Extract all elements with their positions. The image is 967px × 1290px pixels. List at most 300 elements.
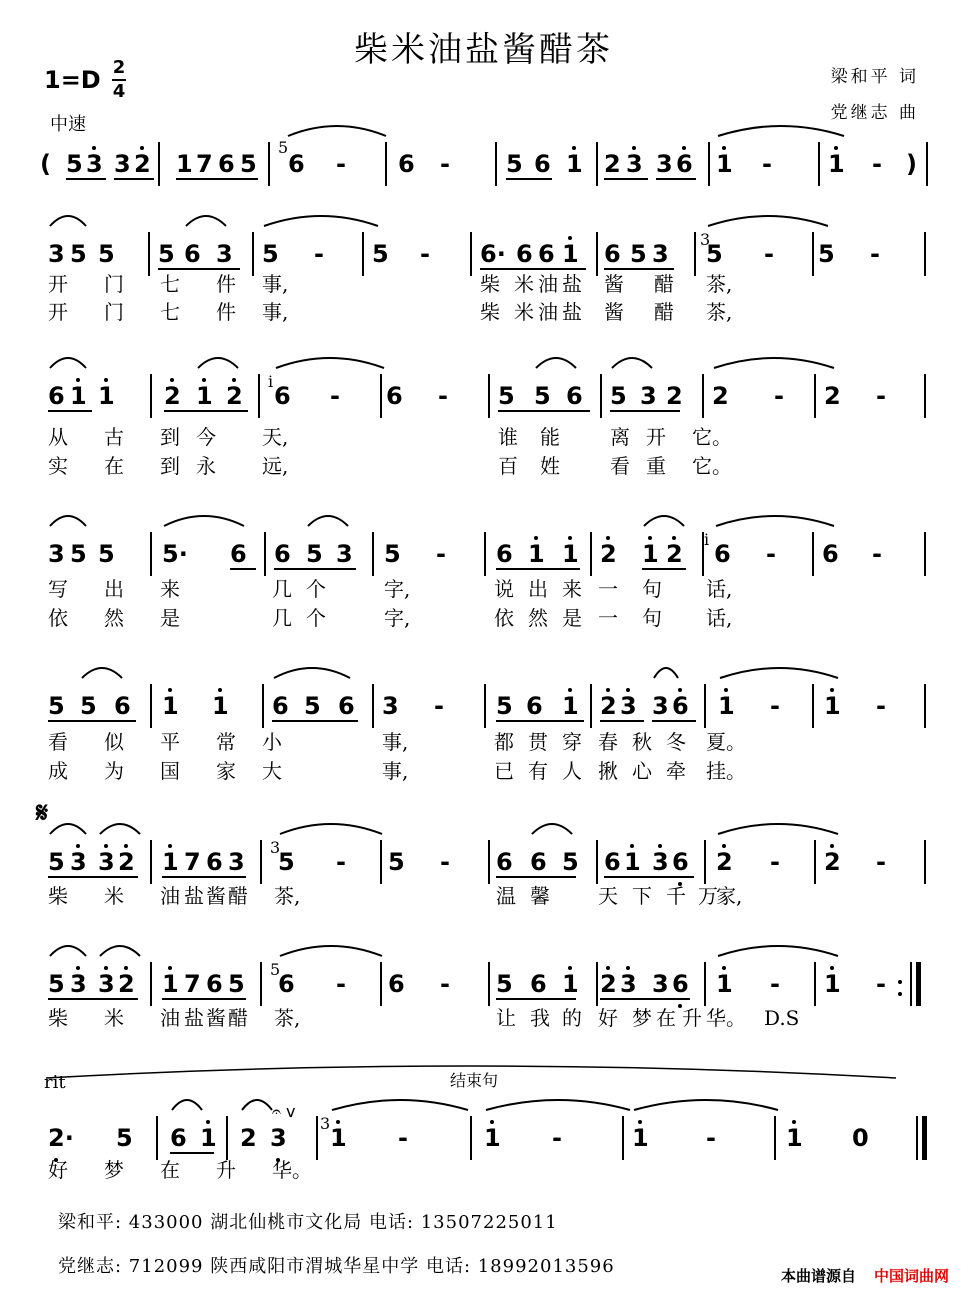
bar-line	[818, 142, 820, 186]
note: 6	[530, 848, 547, 876]
bar-line	[774, 1116, 776, 1160]
line7-lyrics-a	[0, 1156, 967, 1186]
bar-line	[484, 684, 486, 728]
lyric-syllable: 茶,	[706, 300, 733, 324]
note: 2	[600, 970, 617, 998]
slur	[48, 206, 88, 230]
note: -	[398, 1124, 408, 1152]
bar-line	[596, 962, 598, 1006]
note: -	[440, 970, 450, 998]
high-dot	[834, 146, 838, 150]
note: 6	[48, 382, 65, 410]
note: 5	[496, 692, 513, 720]
slur	[162, 506, 246, 530]
slur	[642, 506, 686, 530]
underline	[48, 720, 136, 722]
grace-note: 3	[700, 230, 711, 249]
bar-line	[622, 1116, 624, 1160]
slur	[262, 206, 380, 230]
high-dot	[724, 688, 728, 692]
lyric-syllable: 个	[306, 577, 326, 601]
high-dot	[92, 146, 96, 150]
source-label: 本曲谱源自	[780, 1267, 856, 1285]
note: (	[40, 150, 51, 178]
note: 3	[216, 240, 233, 268]
slur	[632, 1090, 780, 1114]
underline	[610, 410, 680, 412]
composer-credit: 党继志 曲	[830, 103, 919, 123]
note: 5	[66, 150, 83, 178]
note: 2	[600, 540, 617, 568]
note: 1	[828, 150, 845, 178]
rit-marking: rit	[44, 1072, 66, 1093]
bar-line	[814, 962, 816, 1006]
note: 1	[70, 382, 87, 410]
high-dot	[218, 688, 222, 692]
lyric-syllable: 天	[598, 884, 618, 908]
high-dot	[830, 844, 834, 848]
lyric-syllable: 贯	[528, 730, 548, 754]
lyric-syllable: 油	[160, 884, 180, 908]
underline	[48, 998, 138, 1000]
high-dot	[722, 844, 726, 848]
note: 3	[652, 970, 669, 998]
note: -	[872, 540, 882, 568]
note: 1	[632, 1124, 649, 1152]
bar-line	[916, 962, 921, 1006]
bar-line	[470, 1116, 472, 1160]
note: 1	[200, 1124, 217, 1152]
lyric-syllable: 家	[216, 759, 236, 783]
note: 1	[562, 692, 579, 720]
high-dot	[626, 966, 630, 970]
note: 5	[116, 1124, 133, 1152]
source-site: 中国词曲网	[873, 1267, 949, 1285]
song-title: 柴米油盐酱醋茶	[354, 30, 613, 70]
underline	[176, 178, 258, 180]
slur	[240, 1090, 274, 1114]
line3-lyrics-a	[0, 575, 967, 605]
bar-line	[260, 962, 262, 1006]
note: 2	[666, 382, 683, 410]
note: 3	[620, 970, 637, 998]
lyric-syllable: 柴	[48, 884, 68, 908]
bar-line	[704, 840, 706, 884]
note: 5	[262, 240, 279, 268]
note: 3	[626, 150, 643, 178]
note: -	[766, 540, 776, 568]
note: 6	[672, 692, 689, 720]
meter-top: 2	[112, 57, 126, 78]
note: 3	[652, 848, 669, 876]
note: 6	[338, 692, 355, 720]
note: -	[876, 692, 886, 720]
lyric-syllable: 实	[48, 454, 68, 478]
note: 5·	[162, 540, 188, 568]
high-dot	[830, 966, 834, 970]
note: 5	[228, 970, 245, 998]
lyric-syllable: 能	[540, 425, 560, 449]
time-signature	[112, 58, 126, 102]
slur	[98, 936, 142, 960]
bar-line	[380, 962, 382, 1006]
note: 6	[278, 970, 295, 998]
note: 1	[716, 970, 733, 998]
lyric-syllable: D.S	[764, 1006, 800, 1030]
note: 6	[206, 848, 223, 876]
note: 5	[70, 240, 87, 268]
lyric-syllable: 盐	[562, 300, 582, 324]
lyric-syllable: 开	[48, 300, 68, 324]
note: 6	[230, 540, 247, 568]
high-dot	[830, 688, 834, 692]
slur	[48, 506, 88, 530]
bar-line	[385, 142, 387, 186]
lyric-syllable: 茶,	[274, 884, 301, 908]
lyric-syllable: 在	[160, 1158, 180, 1182]
bar-line	[924, 840, 926, 884]
note: -	[420, 240, 430, 268]
lyric-syllable: 件	[216, 272, 236, 296]
note: 6	[534, 150, 551, 178]
high-dot	[626, 688, 630, 692]
note: )	[906, 150, 917, 178]
note: 1	[212, 692, 229, 720]
note: 5	[388, 848, 405, 876]
high-dot	[124, 844, 128, 848]
slur	[712, 348, 836, 372]
lyric-syllable: 远,	[262, 454, 289, 478]
note: 6	[114, 692, 131, 720]
lyric-syllable: 盐	[184, 884, 204, 908]
note: 3	[336, 540, 353, 568]
line4-lyrics-a	[0, 728, 967, 758]
bar-line	[260, 840, 262, 884]
note: 3	[382, 692, 399, 720]
lyric-syllable: 几	[272, 577, 292, 601]
lyric-syllable: 醋	[228, 1006, 248, 1030]
underline	[496, 998, 576, 1000]
note: 1	[98, 382, 115, 410]
note: 3	[114, 150, 131, 178]
lyric-syllable: 成	[48, 759, 68, 783]
lyric-syllable: 离	[610, 425, 630, 449]
high-dot	[648, 536, 652, 540]
underline	[66, 178, 106, 180]
note: -	[770, 692, 780, 720]
grace-note: i	[268, 372, 274, 391]
underline	[656, 178, 696, 180]
lyric-syllable: 百	[498, 454, 518, 478]
slur	[330, 1090, 470, 1114]
high-dot	[678, 688, 682, 692]
bar-line	[600, 374, 602, 418]
slur	[534, 348, 578, 372]
lyric-syllable: 来	[160, 577, 180, 601]
note: 6	[566, 382, 583, 410]
note: 5	[278, 848, 295, 876]
lyric-syllable: 字,	[384, 577, 411, 601]
note: 1	[528, 540, 545, 568]
slur	[274, 348, 386, 372]
ending-label: 结束句	[450, 1071, 499, 1090]
note: 1	[162, 970, 179, 998]
note: -	[336, 848, 346, 876]
note: 1	[330, 1124, 347, 1152]
bar-line	[708, 142, 710, 186]
note: 2	[164, 382, 181, 410]
note: 3	[98, 970, 115, 998]
lyric-syllable: 几	[272, 606, 292, 630]
lyric-syllable: 梦	[632, 1006, 652, 1030]
note: 2	[118, 970, 135, 998]
high-dot	[168, 844, 172, 848]
note: -	[438, 382, 448, 410]
lyric-syllable: 人	[562, 759, 582, 783]
underline	[600, 998, 690, 1000]
note: 6	[274, 540, 291, 568]
slur	[272, 658, 352, 682]
note: 5	[506, 150, 523, 178]
lyric-syllable: 升	[682, 1006, 702, 1030]
note: 6	[604, 240, 621, 268]
lyric-syllable: 国	[160, 759, 180, 783]
slur	[306, 506, 350, 530]
note: 1	[196, 382, 213, 410]
lyric-syllable: 好	[598, 1006, 618, 1030]
high-dot	[104, 378, 108, 382]
lyric-syllable: 柴	[480, 300, 500, 324]
bar-line	[924, 684, 926, 728]
note: 5	[70, 540, 87, 568]
slur	[170, 1090, 204, 1114]
high-dot	[140, 146, 144, 150]
note: 6	[288, 150, 305, 178]
lyric-syllable: 今	[196, 425, 216, 449]
lyric-syllable: 挂。	[706, 759, 746, 783]
slur	[196, 348, 240, 372]
bar-line	[495, 142, 497, 186]
source-credit	[781, 1265, 949, 1286]
note: 5	[80, 692, 97, 720]
underline	[498, 410, 590, 412]
note: 2	[226, 382, 243, 410]
note: 5	[534, 382, 551, 410]
lyric-syllable: 门	[104, 272, 124, 296]
note: -	[552, 1124, 562, 1152]
high-dot	[490, 1120, 494, 1124]
bar-line	[380, 374, 382, 418]
note: 6	[184, 240, 201, 268]
lyric-syllable: 看	[610, 454, 630, 478]
bar-line	[150, 374, 152, 418]
slur	[48, 348, 88, 372]
underline	[496, 568, 580, 570]
lyric-syllable: 已	[494, 759, 514, 783]
note: 3	[228, 848, 245, 876]
high-dot	[168, 966, 172, 970]
note: -	[876, 382, 886, 410]
lyric-syllable: 一	[598, 606, 618, 630]
slur	[716, 936, 840, 960]
high-dot	[168, 688, 172, 692]
note: 1	[162, 848, 179, 876]
note: 2	[134, 150, 151, 178]
high-dot	[206, 1120, 210, 1124]
lyric-syllable: 天,	[262, 425, 289, 449]
bar-line	[488, 840, 490, 884]
bar-line	[488, 962, 490, 1006]
lyric-syllable: 油	[538, 300, 558, 324]
note: 6	[496, 848, 513, 876]
lyric-syllable: 门	[104, 300, 124, 324]
lyric-syllable: 七	[160, 300, 180, 324]
lyric-syllable: 盐	[184, 1006, 204, 1030]
bar-line	[150, 840, 152, 884]
lyric-syllable: 酱	[206, 884, 226, 908]
note: 6	[822, 540, 839, 568]
bar-line	[702, 374, 704, 418]
high-dot	[76, 966, 80, 970]
note: 1	[824, 692, 841, 720]
bar-line	[924, 532, 926, 576]
lyric-syllable: 的	[562, 1006, 582, 1030]
slur	[652, 658, 680, 682]
bar-line	[922, 1116, 927, 1160]
high-dot	[124, 966, 128, 970]
high-dot	[568, 236, 572, 240]
lyric-syllable: 看	[48, 730, 68, 754]
bar-line	[814, 840, 816, 884]
lyric-syllable: 件	[216, 300, 236, 324]
lyric-syllable: 说	[494, 577, 514, 601]
lyric-syllable: 然	[104, 606, 124, 630]
footer-contact-composer: 党继志: 712099 陕西咸阳市渭城华星中学 电话: 18992013596	[58, 1256, 615, 1277]
line2-lyrics-b	[0, 452, 967, 482]
slur	[48, 814, 88, 838]
note: 2·	[48, 1124, 74, 1152]
high-dot	[638, 1120, 642, 1124]
line2-staff	[0, 370, 967, 430]
lyric-syllable: 茶,	[274, 1006, 301, 1030]
high-dot	[104, 844, 108, 848]
note: 6·	[480, 240, 506, 268]
note: 2	[824, 382, 841, 410]
note: 7	[196, 150, 213, 178]
key-signature: 1=D	[44, 66, 101, 94]
high-dot	[658, 844, 662, 848]
note: 1	[624, 848, 641, 876]
note: 5	[304, 692, 321, 720]
note: 5	[818, 240, 835, 268]
note: 2	[712, 382, 729, 410]
lyric-syllable: 柴	[48, 1006, 68, 1030]
lyric-syllable: 依	[494, 606, 514, 630]
line4-lyrics-b	[0, 757, 967, 787]
lyric-syllable: 好	[48, 1158, 68, 1182]
lyric-syllable: 一	[598, 577, 618, 601]
note: 2	[118, 848, 135, 876]
line3-lyrics-b	[0, 604, 967, 634]
note: 3	[70, 970, 87, 998]
lyric-syllable: 酱	[604, 272, 624, 296]
lyric-syllable: 米	[104, 884, 124, 908]
high-dot	[606, 688, 610, 692]
bar-line	[590, 684, 592, 728]
lyric-syllable: 出	[104, 577, 124, 601]
high-dot	[568, 688, 572, 692]
bar-line	[596, 840, 598, 884]
note: 5	[306, 540, 323, 568]
bar-line	[924, 374, 926, 418]
lyric-syllable: 谁	[498, 425, 518, 449]
underline	[604, 178, 648, 180]
note: 3	[656, 150, 673, 178]
underline	[48, 876, 138, 878]
note: -	[314, 240, 324, 268]
note: 3	[48, 240, 65, 268]
lyric-syllable: 重	[646, 454, 666, 478]
underline	[164, 410, 248, 412]
underline	[230, 568, 256, 570]
bar-line	[264, 532, 266, 576]
note: 6	[714, 540, 731, 568]
note: 6	[398, 150, 415, 178]
note: 5	[48, 970, 65, 998]
note: 7	[184, 970, 201, 998]
slur	[610, 348, 654, 372]
high-dot	[232, 378, 236, 382]
high-dot	[672, 536, 676, 540]
note: 5	[630, 240, 647, 268]
underline	[48, 410, 92, 412]
lyric-syllable: 穿	[562, 730, 582, 754]
line5-lyrics-a	[0, 882, 967, 912]
lyric-syllable: 开	[48, 272, 68, 296]
slur	[718, 658, 840, 682]
tempo-marking: 中速	[50, 114, 86, 135]
lyric-syllable: 醋	[228, 884, 248, 908]
note: 5	[158, 240, 175, 268]
lyric-syllable: 馨	[530, 884, 550, 908]
underline	[274, 568, 356, 570]
bar-line	[380, 840, 382, 884]
note: 1	[786, 1124, 803, 1152]
underline	[114, 178, 154, 180]
lyric-syllable: 似	[104, 730, 124, 754]
lyric-syllable: 盐	[562, 272, 582, 296]
note: 3	[48, 540, 65, 568]
slur	[278, 814, 384, 838]
note: 2	[600, 692, 617, 720]
lyric-syllable: 七	[160, 272, 180, 296]
lyric-syllable: 油	[538, 272, 558, 296]
bar-line	[590, 532, 592, 576]
bar-line	[488, 374, 490, 418]
note: 6	[386, 382, 403, 410]
line1-lyrics-b	[0, 298, 967, 328]
segno-sign: 𝄋	[36, 796, 49, 829]
line1-lyrics-a	[0, 270, 967, 300]
lyric-syllable: 事,	[382, 730, 409, 754]
lyric-syllable: 事,	[262, 272, 289, 296]
bar-line	[704, 684, 706, 728]
bar-line	[812, 532, 814, 576]
lyric-syllable: 温	[496, 884, 516, 908]
note: 5	[98, 540, 115, 568]
fermata-breath: 𝄐 v	[272, 1102, 296, 1121]
slur	[80, 658, 124, 682]
